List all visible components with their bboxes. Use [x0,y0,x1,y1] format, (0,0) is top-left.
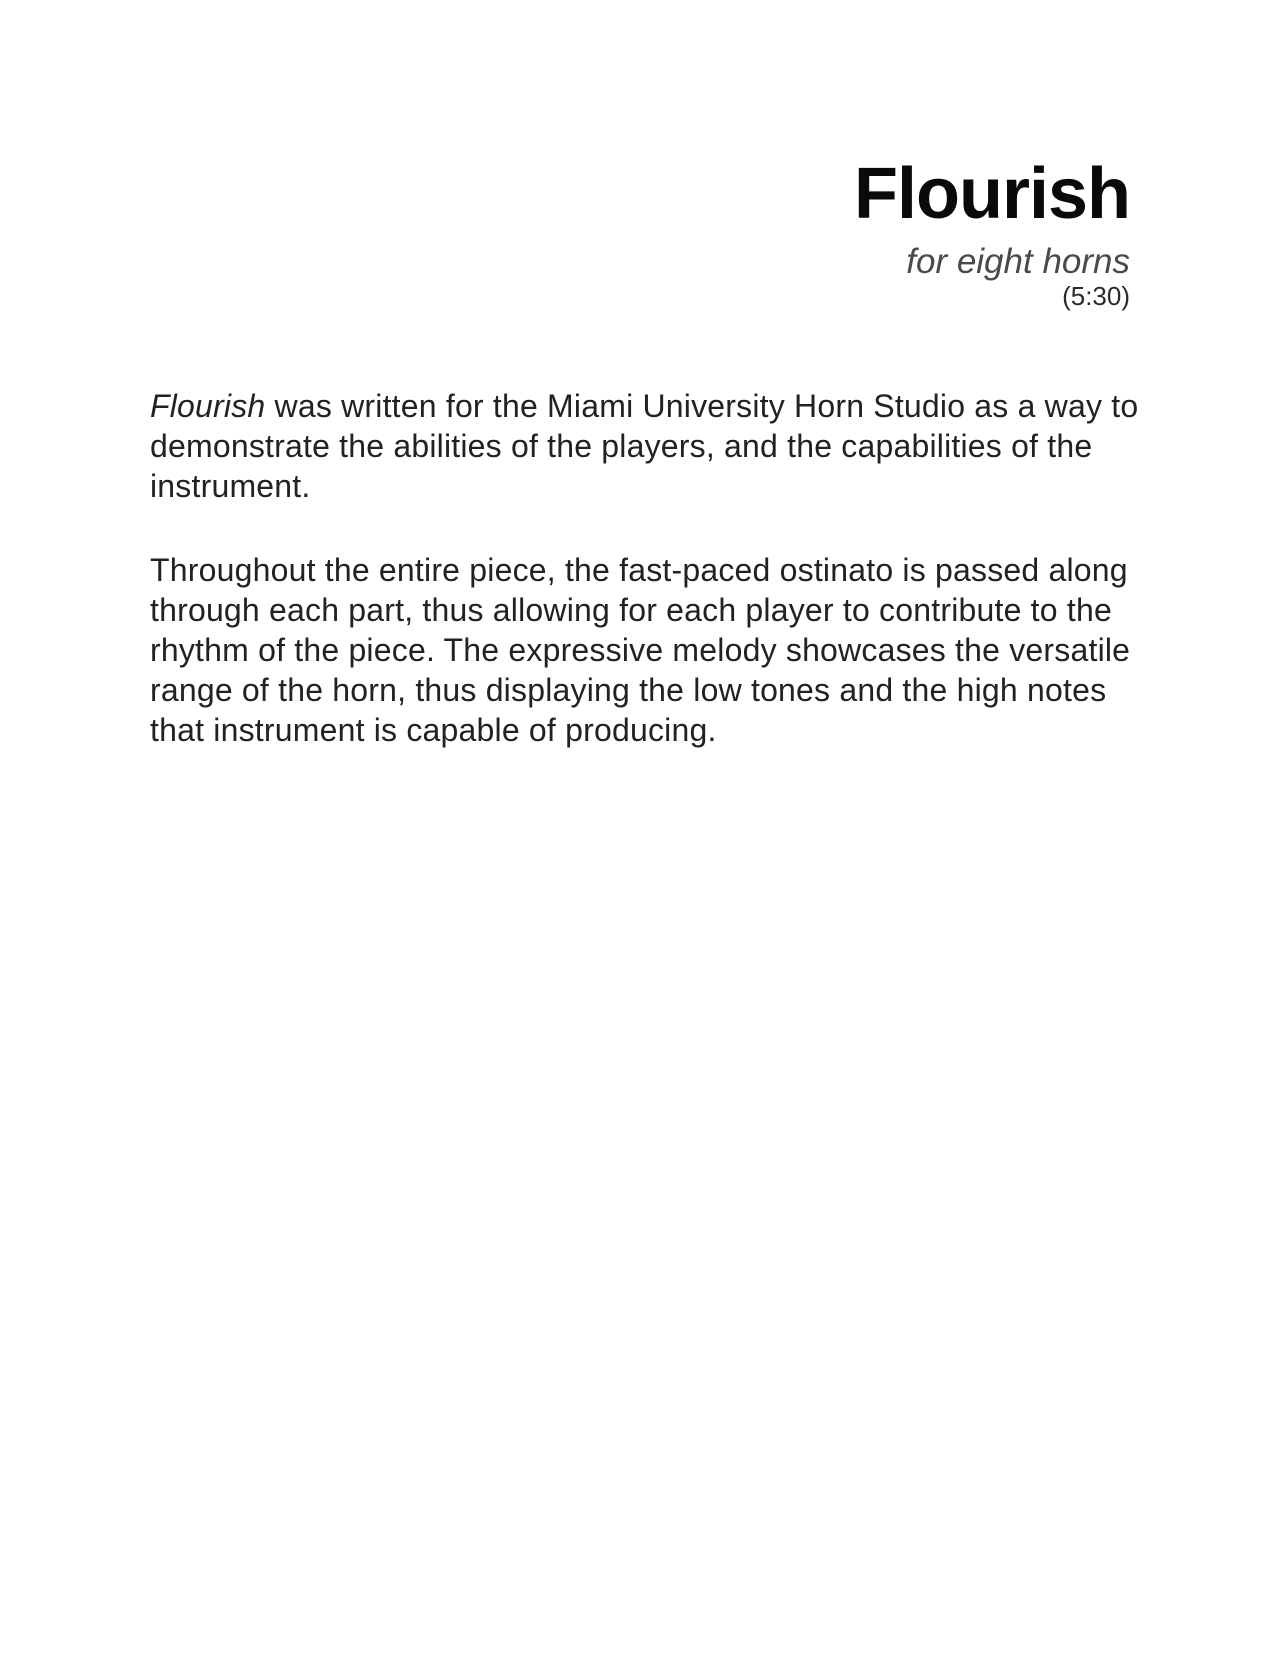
text-line [150,426,1138,466]
text-segment: that instrument is capable of producing. [150,712,717,748]
text-line [150,670,1138,710]
paragraph [150,386,1138,506]
text-segment: rhythm of the piece. The expressive melody showcases the versatile [150,632,1131,668]
text-segment: instrument. [150,468,311,504]
text-line [150,466,1138,506]
title-block [854,154,1130,311]
piece-title: Flourish [854,154,1130,234]
text-segment: demonstrate the abilities of the players, and the capabilities of the [150,428,1093,464]
text-segment: was written for the Miami University Horn Studio as a way to [265,388,1139,424]
text-segment: through each part, thus allowing for each player to contribute to the [150,592,1112,628]
text-line [150,386,1138,426]
program-note [150,386,1138,794]
piece-subtitle: for eight horns [906,242,1130,281]
paragraph [150,550,1138,750]
piece-name-italic: Flourish [150,388,266,424]
text-line [150,550,1138,590]
text-line [150,630,1138,670]
text-segment: Throughout the entire piece, the fast-paced ostinato is passed along [150,552,1128,588]
text-line [150,590,1138,630]
piece-duration: (5:30) [1062,281,1130,311]
text-line [150,710,1138,750]
text-segment: range of the horn, thus displaying the low tones and the high notes [150,672,1107,708]
